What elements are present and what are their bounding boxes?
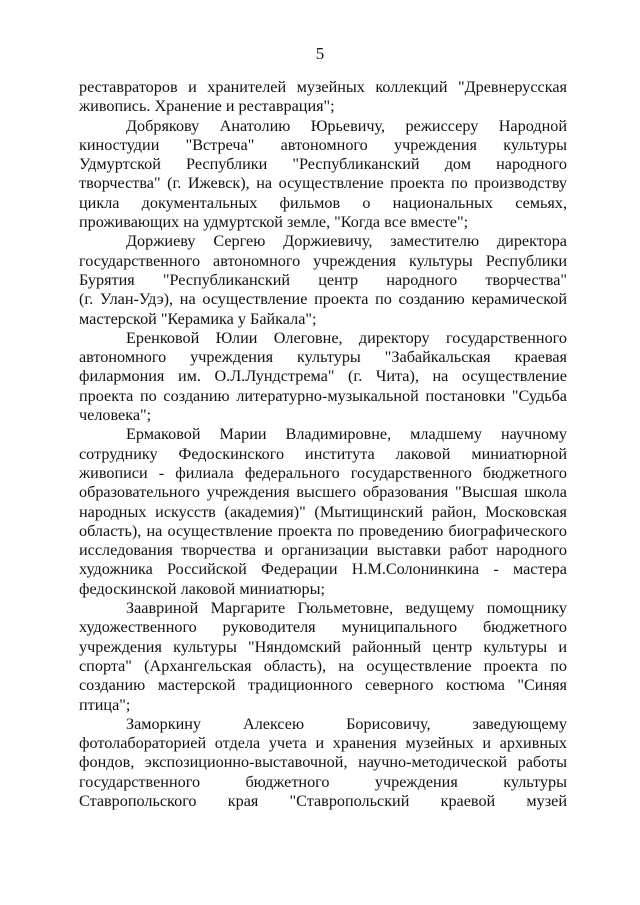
text-line: Еренковой Юлии Олеговне, директору государственного <box>126 328 567 347</box>
text-line: государственного автономного учреждения культуры Республики <box>79 251 567 270</box>
text-line: Доржиеву Сергею Доржиевичу, заместителю директора <box>126 232 567 251</box>
document-body <box>79 78 567 811</box>
text-line: Ставропольского края "Ставропольский краевой музей <box>79 791 567 810</box>
text-line: Добрякову Анатолию Юрьевичу, режиссеру Народной <box>126 116 567 135</box>
text-line: Заавриной Маргарите Гюльметовне, ведущему помощнику <box>126 599 567 618</box>
text-line: государственного бюджетного учреждения культуры <box>79 772 567 791</box>
page-number: 5 <box>315 44 325 63</box>
text-line: автономного учреждения культуры "Забайкальская краевая <box>79 348 567 367</box>
text-line: исследования творчества и организации выставки работ народного <box>79 541 567 560</box>
text-line: художника Российской Федерации Н.М.Солонинкина - мастера <box>79 560 567 579</box>
text-line: фотолабораторией отдела учета и хранения музейных и архивных <box>79 734 567 753</box>
text-line: мастерской "Керамика у Байкала"; <box>79 309 317 328</box>
text-line: киностудии "Встреча" автономного учреждения культуры <box>79 135 567 154</box>
text-line: реставраторов и хранителей музейных коллекций "Древнерусская <box>79 78 567 96</box>
text-line: образовательного учреждения высшего образования "Высшая школа <box>79 483 567 502</box>
text-line: живопись. Хранение и реставрация"; <box>79 97 335 116</box>
text-line: сотруднику Федоскинского института лаковой миниатюрной <box>79 444 567 463</box>
text-line: спорта" (Архангельская область), на осуществление проекта по <box>79 656 567 675</box>
text-line: фондов, экспозиционно-выставочной, научно-методической работы <box>79 753 567 772</box>
text-line: творчества" (г. Ижевск), на осуществление проекта по производству <box>79 174 567 193</box>
text-line: Ермаковой Марии Владимировне, младшему научному <box>126 425 567 444</box>
text-line: цикла документальных фильмов о национальных семьях, <box>79 193 567 212</box>
text-line: птица"; <box>79 695 131 714</box>
text-line: Удмуртской Республики "Республиканский дом народного <box>79 155 567 174</box>
text-line: человека"; <box>79 406 152 425</box>
text-line: Заморкину Алексею Борисовичу, заведующему <box>126 714 567 733</box>
text-line: художественного руководителя муниципального бюджетного <box>79 618 567 637</box>
text-line: созданию мастерской традиционного северного костюма "Синяя <box>79 676 567 695</box>
text-line: филармония им. О.Л.Лундстрема" (г. Чита), на осуществление <box>79 367 567 386</box>
text-line: Бурятия "Республиканский центр народного творчества" <box>79 270 567 289</box>
text-line: народных искусств (академия)" (Мытищинский район, Московская <box>79 502 567 521</box>
text-line: (г. Улан-Удэ), на осуществление проекта по созданию керамической <box>79 290 567 309</box>
text-line: живописи - филиала федерального государственного бюджетного <box>79 463 567 482</box>
text-line: федоскинской лаковой миниатюры; <box>79 579 325 598</box>
text-line: проживающих на удмуртской земле, "Когда все вместе"; <box>79 213 469 232</box>
text-line: проекта по созданию литературно-музыкальной постановки "Судьба <box>79 386 567 405</box>
text-line: учреждения культуры "Няндомский районный центр культуры и <box>79 637 567 656</box>
text-line: область), на осуществление проекта по проведению биографического <box>79 521 567 540</box>
